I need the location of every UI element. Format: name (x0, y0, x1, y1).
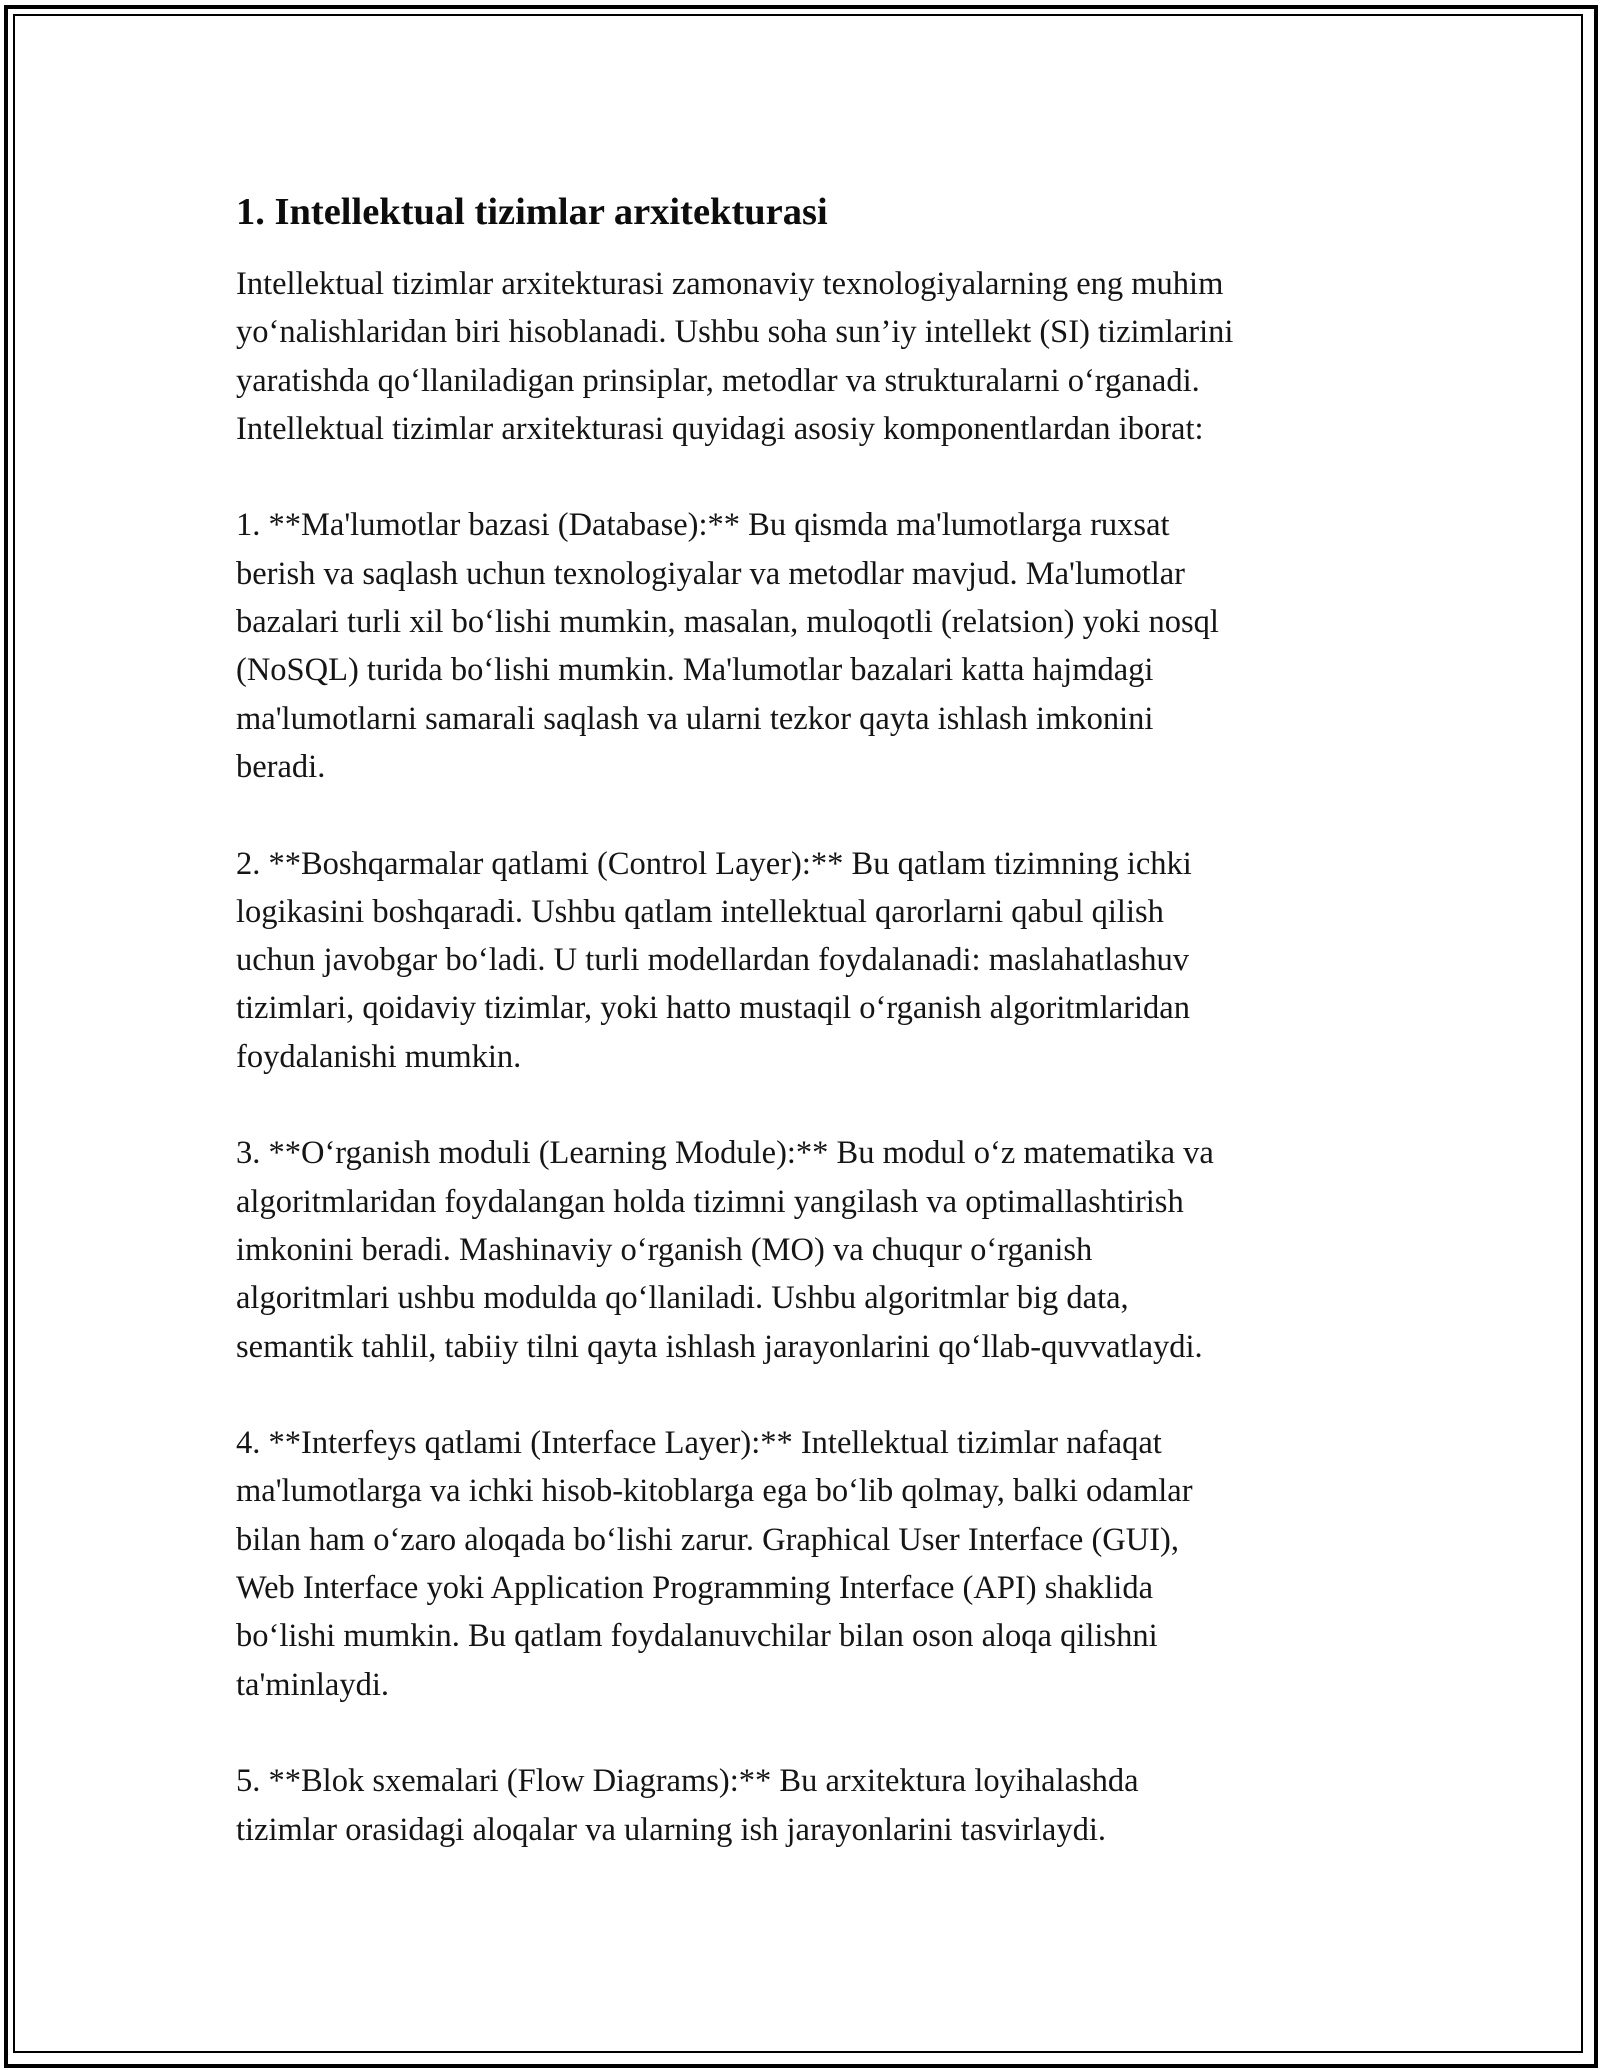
text-line: bilan ham oʻzaro aloqada boʻlishi zarur. Graphical User Interface (GUI), (236, 1521, 1179, 1558)
text-line: logikasini boshqaradi. Ushbu qatlam intellektual qarorlarni qabul qilish (236, 893, 1164, 930)
text-line: 2. **Boshqarmalar qatlami (Control Layer):** Bu qatlam tizimning ichki (236, 845, 1192, 882)
text-line: Intellektual tizimlar arxitekturasi zamonaviy texnologiyalarning eng muhim (236, 266, 1224, 302)
text-line: tizimlar orasidagi aloqalar va ularning ish jarayonlarini tasvirlaydi. (236, 1811, 1106, 1848)
text-line: 1. **Ma'lumotlar bazasi (Database):** Bu qismda ma'lumotlarga ruxsat (236, 507, 1170, 544)
text-line: algoritmlari ushbu modulda qoʻllaniladi. Ushbu algoritmlar big data, (236, 1280, 1129, 1317)
text-line: beradi. (236, 748, 326, 785)
list-item-paragraph (236, 1129, 1376, 1370)
text-line: (NoSQL) turida boʻlishi mumkin. Ma'lumotlar bazalari katta hajmdagi (236, 652, 1154, 689)
list-item-paragraph (236, 1419, 1376, 1709)
intro-paragraph (236, 260, 1376, 453)
paragraph-list (236, 260, 1376, 1854)
text-line: algoritmlaridan foydalangan holda tizimni yangilash va optimallashtirish (236, 1183, 1184, 1220)
list-item-paragraph (236, 501, 1376, 791)
text-line: imkonini beradi. Mashinaviy oʻrganish (MO) va chuqur oʻrganish (236, 1231, 1093, 1268)
text-line: ma'lumotlarni samarali saqlash va ularni tezkor qayta ishlash imkonini (236, 700, 1154, 737)
text-line: yoʻnalishlaridan biri hisoblanadi. Ushbu soha sun’iy intellekt (SI) tizimlarini (236, 314, 1234, 351)
text-line: ma'lumotlarga va ichki hisob-kitoblarga ega boʻlib qolmay, balki odamlar (236, 1473, 1193, 1510)
list-item-paragraph (236, 1757, 1376, 1854)
text-line: uchun javobgar boʻladi. U turli modellardan foydalanadi: maslahatlashuv (236, 942, 1190, 979)
section-heading: 1. Intellektual tizimlar arxitekturasi (236, 191, 828, 233)
text-line: 4. **Interfeys qatlami (Interface Layer):** Intellektual tizimlar nafaqat (236, 1425, 1162, 1462)
text-line: yaratishda qoʻllaniladigan prinsiplar, metodlar va strukturalarni oʻrganadi. (236, 362, 1200, 399)
text-line: boʻlishi mumkin. Bu qatlam foydalanuvchilar bilan oson aloqa qilishni (236, 1618, 1158, 1655)
text-line: tizimlari, qoidaviy tizimlar, yoki hatto mustaqil oʻrganish algoritmlaridan (236, 990, 1190, 1027)
document-body (236, 186, 1376, 1902)
text-line: Web Interface yoki Application Programming Interface (API) shaklida (236, 1570, 1153, 1607)
text-line: berish va saqlash uchun texnologiyalar va metodlar mavjud. Ma'lumotlar (236, 555, 1186, 592)
text-line: foydalanishi mumkin. (236, 1038, 522, 1075)
list-item-paragraph (236, 840, 1376, 1081)
text-line: ta'minlaydi. (236, 1666, 389, 1703)
text-line: semantik tahlil, tabiiy tilni qayta ishlash jarayonlarini qoʻllab-quvvatlaydi. (236, 1328, 1203, 1365)
text-line: 5. **Blok sxemalari (Flow Diagrams):** Bu arxitektura loyihalashda (236, 1763, 1139, 1800)
text-line: Intellektual tizimlar arxitekturasi quyidagi asosiy komponentlardan iborat: (236, 410, 1204, 447)
text-line: bazalari turli xil boʻlishi mumkin, masalan, muloqotli (relatsion) yoki nosql (236, 604, 1219, 641)
text-line: 3. **Oʻrganish moduli (Learning Module):** Bu modul oʻz matematika va (236, 1135, 1214, 1172)
